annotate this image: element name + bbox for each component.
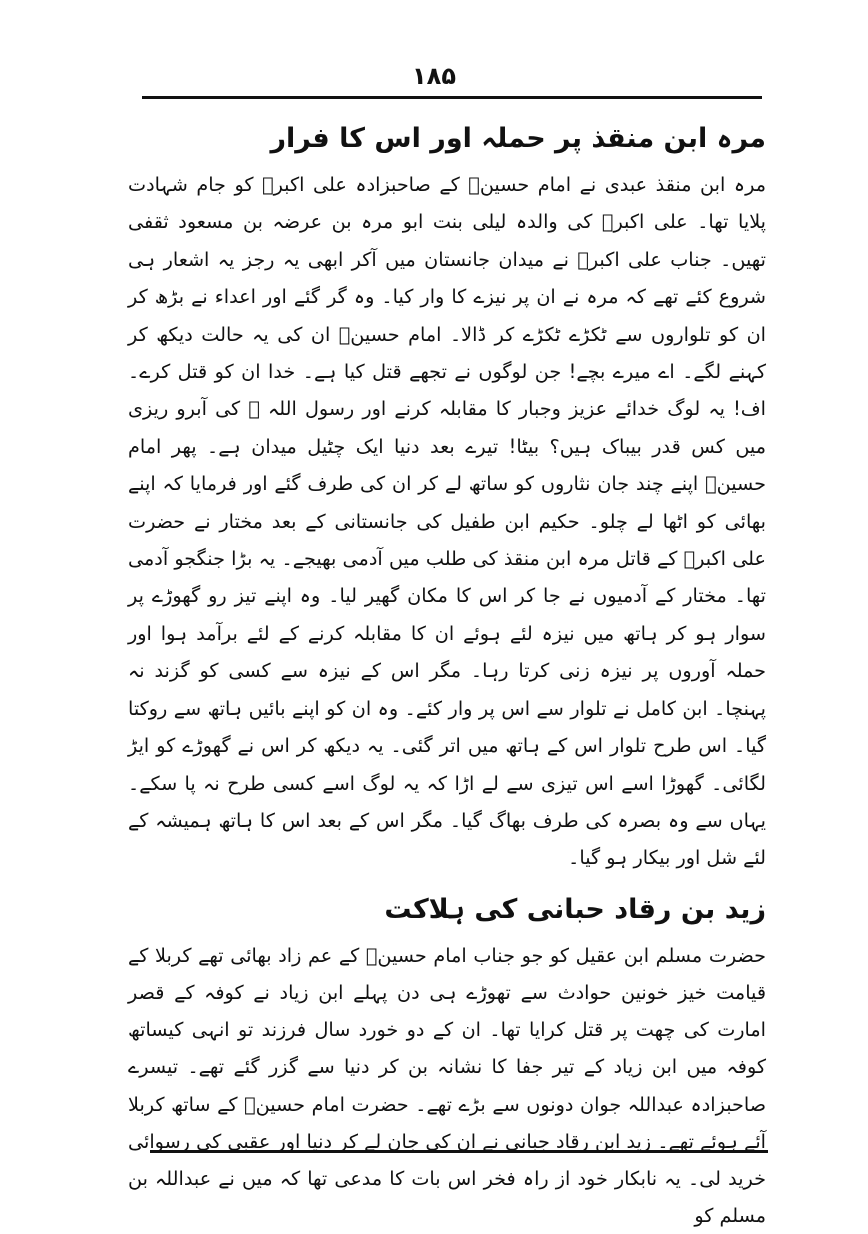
page-number: ۱۸۵ bbox=[412, 62, 456, 90]
paragraph-murrah: مرہ ابن منقذ عبدی نے امام حسینؑ کے صاحبزادہ علی اکبرؑ کو جام شہادت پلایا تھا۔ علی اکبرؑ کی والدہ لیلی بنت ابو مرہ بن عرضہ بن مسعود ثقفی تھیں۔ جناب علی اکبرؑ نے میدان جانستان میں آکر ابھی یہ رجز یہ اشعار ہی شروع کئے تھے کہ مرہ نے ان پر نیزے کا وار کیا۔ وہ گر گئے اور اعداء نے بڑھ کر ان کو تلواروں سے ٹکڑے ٹکڑے کر ڈالا۔ امام حسینؑ ان کی یہ حالت دیکھ کر کہنے لگے۔ اے میرے بچے! جن لوگوں نے تجھے قتل کیا ہے۔ خدا ان کو قتل کرے۔ اف! یہ لوگ خدائے عزیز وجبار کا مقابلہ کرنے اور رسول اللہ ﷺ کی آبرو ریزی میں کس قدر بیباک ہیں؟ بیٹا! تیرے بعد دنیا ایک چٹیل میدان ہے۔ پھر امام حسینؑ اپنے چند جان نثاروں کو ساتھ لے کر ان کی طرف گئے اور فرمایا کہ اپنے بھائی کو اٹھا لے چلو۔ حکیم ابن طفیل کی جانستانی کے بعد مختار نے حضرت علی اکبرؑ کے قاتل مرہ ابن منقذ کی طلب میں آدمی بھیجے۔ یہ بڑا جنگجو آدمی تھا۔ مختار کے آدمیوں نے جا کر اس کا مکان گھیر لیا۔ وہ اپنے تیز رو گھوڑے پر سوار ہو کر ہاتھ میں نیزہ لئے ہوئے ان کا مقابلہ کرنے کے لئے برآمد ہوا اور حملہ آوروں پر نیزہ زنی کرتا رہا۔ مگر اس کے نیزہ سے کسی کو گزند نہ پہنچا۔ ابن کامل نے تلوار سے اس پر وار کئے۔ وہ ان کو اپنے بائیں ہاتھ سے روکتا گیا۔ اس طرح تلوار اس کے ہاتھ میں اتر گئی۔ یہ دیکھ کر اس نے گھوڑے کو ایڑ لگائی۔ گھوڑا اسے اس تیزی سے لے اڑا کہ یہ لوگ اسے کسی طرح نہ پا سکے۔ یہاں سے وہ بصرہ کی طرف بھاگ گیا۔ مگر اس کے بعد اس کا ہاتھ ہمیشہ کے لئے شل اور بیکار ہو گیا۔ bbox=[128, 173, 766, 870]
section-heading-murrah: مرہ ابن منقذ پر حملہ اور اس کا فرار bbox=[270, 123, 766, 154]
page-body bbox=[128, 112, 766, 1234]
footer-rule bbox=[150, 1150, 768, 1153]
header-rule bbox=[142, 96, 762, 99]
section-heading-zaid: زید بن رقاد حبانی کی ہلاکت bbox=[384, 893, 766, 925]
paragraph-zaid: حضرت مسلم ابن عقیل کو جو جناب امام حسینؑ کے عم زاد بھائی تھے کربلا کے قیامت خیز خونین حوادث سے تھوڑے ہی دن پہلے ابن زیاد نے کوفہ کے قصر امارت کی چھت پر قتل کرایا تھا۔ ان کے دو خورد سال فرزند تو انہی کیساتھ کوفہ میں ابن زیاد کے تیر جفا کا نشانہ بن کر دنیا سے گزر گئے تھے۔ تیسرے صاحبزادہ عبداللہ جوان دونوں سے بڑے تھے۔ حضرت امام حسینؑ کے ساتھ کربلا آئے ہوئے تھے۔ زید ابن رقاد جبانی نے ان کی جان لے کر دنیا اور عقبی کی رسوائی خرید لی۔ یہ نابکار خود از راہ فخر اس بات کا مدعی تھا کہ میں نے عبداللہ بن مسلم کو bbox=[128, 943, 766, 1228]
